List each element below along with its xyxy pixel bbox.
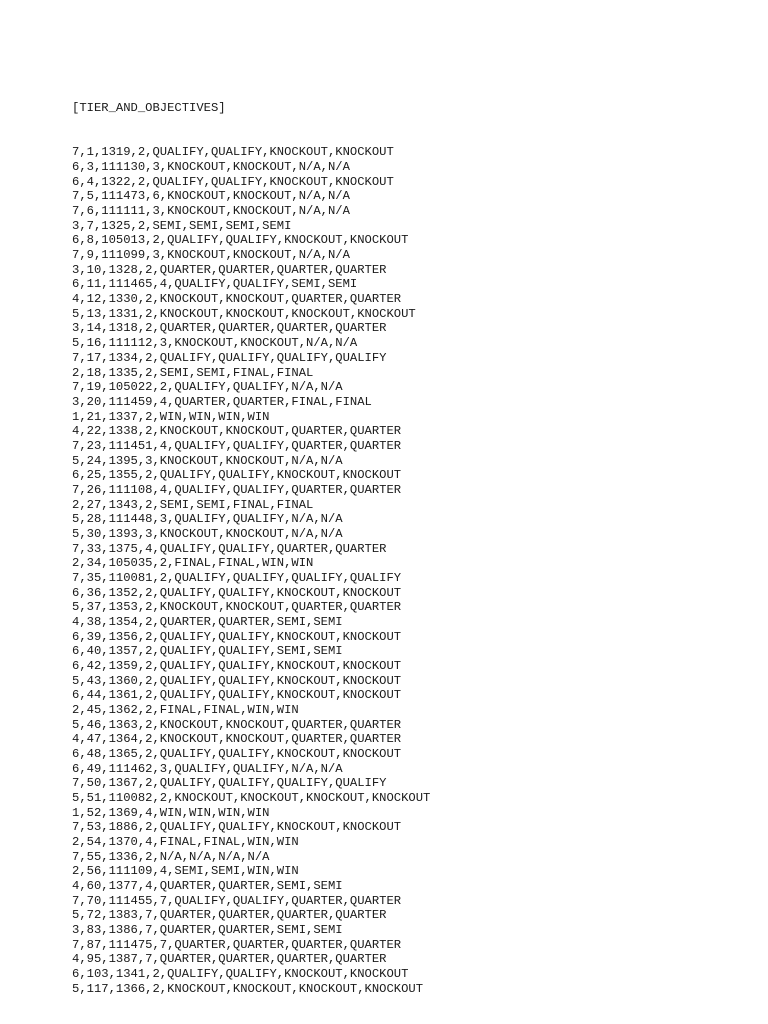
data-line: 1,52,1369,4,WIN,WIN,WIN,WIN [72,805,270,820]
data-line: 4,47,1364,2,KNOCKOUT,KNOCKOUT,QUARTER,QUARTER [72,732,402,747]
data-line: 7,23,111451,4,QUALIFY,QUALIFY,QUARTER,QUARTER [72,438,402,453]
data-line: 6,42,1359,2,QUALIFY,QUALIFY,KNOCKOUT,KNOCKOUT [72,658,402,673]
data-line: 6,8,105013,2,QUALIFY,QUALIFY,KNOCKOUT,KNOCKOUT [72,233,409,248]
data-line: 5,46,1363,2,KNOCKOUT,KNOCKOUT,QUARTER,QUARTER [72,717,402,732]
data-line: 5,13,1331,2,KNOCKOUT,KNOCKOUT,KNOCKOUT,KNOCKOUT [72,306,416,321]
data-lines [72,145,430,996]
data-line: 7,70,111455,7,QUALIFY,QUALIFY,QUARTER,QUARTER [72,893,402,908]
data-line: 6,48,1365,2,QUALIFY,QUALIFY,KNOCKOUT,KNOCKOUT [72,746,402,761]
data-line: 7,6,111111,3,KNOCKOUT,KNOCKOUT,N/A,N/A [72,204,350,219]
data-line: 6,39,1356,2,QUALIFY,QUALIFY,KNOCKOUT,KNOCKOUT [72,629,402,644]
data-line: 3,10,1328,2,QUARTER,QUARTER,QUARTER,QUARTER [72,262,387,277]
data-line: 2,54,1370,4,FINAL,FINAL,WIN,WIN [72,835,299,849]
data-line: 2,56,111109,4,SEMI,SEMI,WIN,WIN [72,864,299,879]
data-line: 2,18,1335,2,SEMI,SEMI,FINAL,FINAL [72,365,314,380]
data-line: 7,1,1319,2,QUALIFY,QUALIFY,KNOCKOUT,KNOCKOUT [72,145,394,160]
data-line: 5,28,111448,3,QUALIFY,QUALIFY,N/A,N/A [72,512,343,527]
data-line: 5,24,1395,3,KNOCKOUT,KNOCKOUT,N/A,N/A [72,453,343,468]
data-line: 7,26,111108,4,QUALIFY,QUALIFY,QUARTER,QUARTER [72,482,402,497]
data-line: 4,22,1338,2,KNOCKOUT,KNOCKOUT,QUARTER,QUARTER [72,424,402,439]
data-line: 1,21,1337,2,WIN,WIN,WIN,WIN [72,409,270,424]
data-line: 7,50,1367,2,QUALIFY,QUALIFY,QUALIFY,QUALIFY [72,776,387,791]
data-line: 7,33,1375,4,QUALIFY,QUALIFY,QUARTER,QUARTER [72,541,387,556]
document-text [72,72,430,1011]
data-line: 6,103,1341,2,QUALIFY,QUALIFY,KNOCKOUT,KNOCKOUT [72,967,409,982]
data-line: 7,9,111099,3,KNOCKOUT,KNOCKOUT,N/A,N/A [72,248,350,263]
data-line: 7,35,110081,2,QUALIFY,QUALIFY,QUALIFY,QUALIFY [72,570,402,585]
data-line: 5,72,1383,7,QUARTER,QUARTER,QUARTER,QUARTER [72,908,387,923]
data-line: 3,14,1318,2,QUARTER,QUARTER,QUARTER,QUARTER [72,321,387,336]
data-line: 7,17,1334,2,QUALIFY,QUALIFY,QUALIFY,QUALIFY [72,350,387,365]
data-line: 3,20,111459,4,QUARTER,QUARTER,FINAL,FINAL [72,394,372,409]
section-header: [TIER_AND_OBJECTIVES] [72,101,226,116]
data-line: 5,51,110082,2,KNOCKOUT,KNOCKOUT,KNOCKOUT,KNOCKOUT [72,790,431,805]
data-line: 5,16,111112,3,KNOCKOUT,KNOCKOUT,N/A,N/A [72,336,358,351]
data-line: 6,49,111462,3,QUALIFY,QUALIFY,N/A,N/A [72,761,343,776]
data-line: 4,38,1354,2,QUARTER,QUARTER,SEMI,SEMI [72,614,343,629]
data-line: 7,5,111473,6,KNOCKOUT,KNOCKOUT,N/A,N/A [72,189,350,204]
data-line: 3,83,1386,7,QUARTER,QUARTER,SEMI,SEMI [72,923,343,938]
data-line: 6,40,1357,2,QUALIFY,QUALIFY,SEMI,SEMI [72,644,343,659]
data-line: 2,34,105035,2,FINAL,FINAL,WIN,WIN [72,556,314,571]
data-line: 6,25,1355,2,QUALIFY,QUALIFY,KNOCKOUT,KNOCKOUT [72,468,402,483]
data-line: 7,87,111475,7,QUARTER,QUARTER,QUARTER,QUARTER [72,937,402,952]
data-line: 2,45,1362,2,FINAL,FINAL,WIN,WIN [72,702,299,717]
data-line: 5,117,1366,2,KNOCKOUT,KNOCKOUT,KNOCKOUT,KNOCKOUT [72,981,424,996]
data-line: 6,36,1352,2,QUALIFY,QUALIFY,KNOCKOUT,KNOCKOUT [72,585,402,600]
data-line: 6,11,111465,4,QUALIFY,QUALIFY,SEMI,SEMI [72,277,358,292]
data-line: 7,53,1886,2,QUALIFY,QUALIFY,KNOCKOUT,KNOCKOUT [72,820,402,835]
data-line: 6,44,1361,2,QUALIFY,QUALIFY,KNOCKOUT,KNOCKOUT [72,688,402,703]
data-line: 2,27,1343,2,SEMI,SEMI,FINAL,FINAL [72,497,314,512]
data-line: 6,3,111130,3,KNOCKOUT,KNOCKOUT,N/A,N/A [72,160,350,175]
data-line: 5,37,1353,2,KNOCKOUT,KNOCKOUT,QUARTER,QUARTER [72,600,402,615]
data-line: 4,60,1377,4,QUARTER,QUARTER,SEMI,SEMI [72,879,343,894]
data-line: 5,43,1360,2,QUALIFY,QUALIFY,KNOCKOUT,KNOCKOUT [72,673,402,688]
data-line: 3,7,1325,2,SEMI,SEMI,SEMI,SEMI [72,218,292,233]
data-line: 5,30,1393,3,KNOCKOUT,KNOCKOUT,N/A,N/A [72,526,343,541]
data-line: 4,95,1387,7,QUARTER,QUARTER,QUARTER,QUARTER [72,952,387,967]
data-line: 4,12,1330,2,KNOCKOUT,KNOCKOUT,QUARTER,QUARTER [72,292,402,307]
data-line: 7,55,1336,2,N/A,N/A,N/A,N/A [72,849,270,864]
data-line: 7,19,105022,2,QUALIFY,QUALIFY,N/A,N/A [72,380,343,395]
data-line: 6,4,1322,2,QUALIFY,QUALIFY,KNOCKOUT,KNOCKOUT [72,174,394,189]
